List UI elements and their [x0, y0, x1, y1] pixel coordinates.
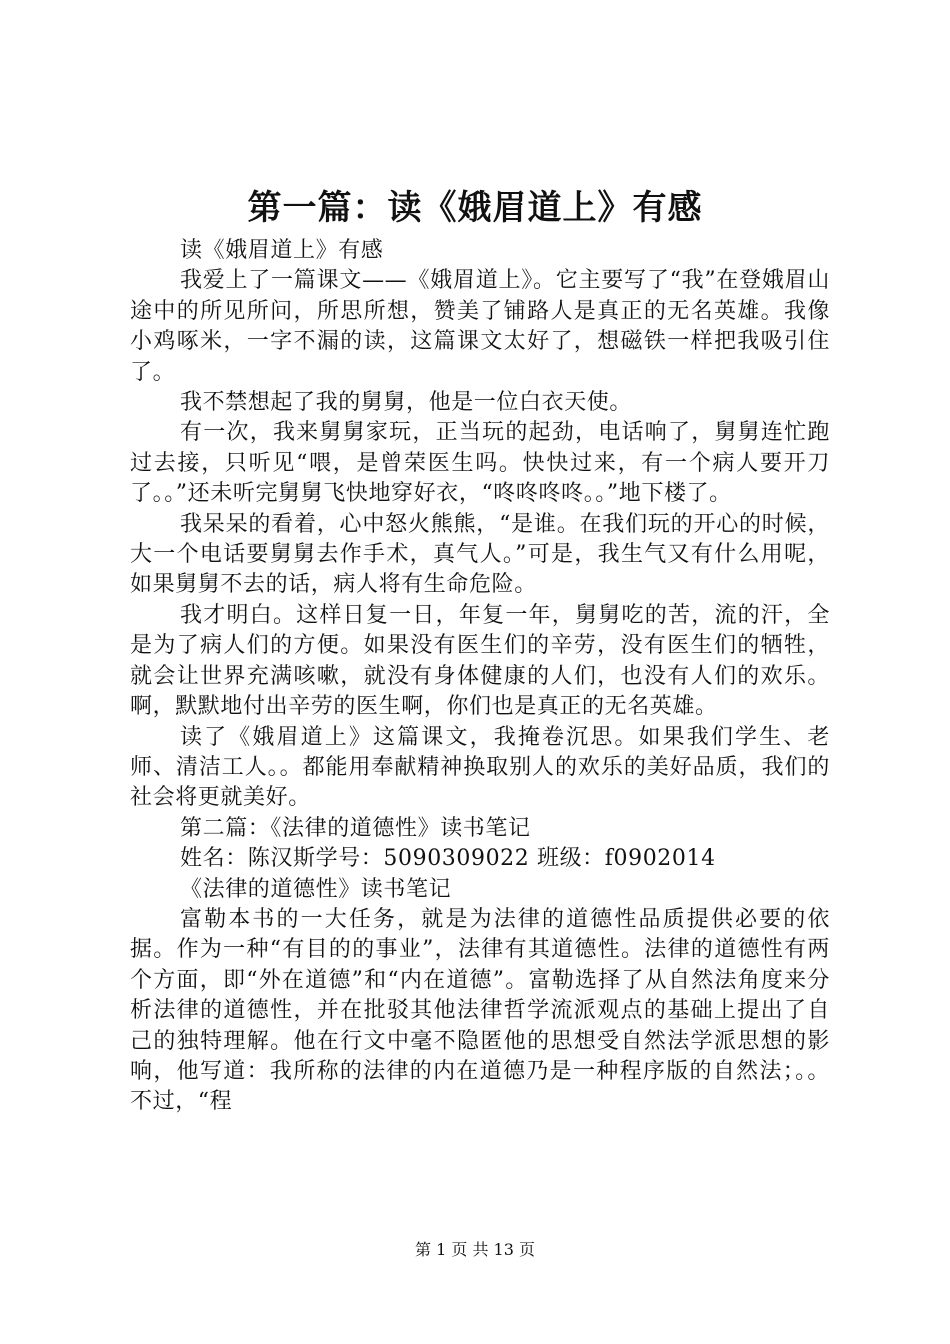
paragraph: 读了《娥眉道上》这篇课文，我掩卷沉思。如果我们学生、老师、清洁工人。。都能用奉献精神换取别人的欢乐的美好品质，我们的社会将更就美好。: [130, 724, 830, 811]
document-title: 第一篇：读《娥眉道上》有感: [247, 188, 703, 228]
document-body: [130, 236, 830, 1118]
paragraph: 我才明白。这样日复一日，年复一年，舅舅吃的苦，流的汗，全是为了病人们的方便。如果没有医生们的辛劳，没有医生们的牺牲，就会让世界充满咳嗽，就没有身体健康的人们，也没有人们的欢乐。啊，默默地付出辛劳的医生啊，你们也是真正的无名英雄。: [130, 602, 830, 720]
paragraph: 富勒本书的一大任务，就是为法律的道德性品质提供必要的依据。作为一种“有目的的事业”，法律有其道德性。法律的道德性有两个方面，即“外在道德”和“内在道德”。富勒选择了从自然法角度来分析法律的道德性，并在批驳其他法律哲学流派观点的基础上提出了自己的独特理解。他在行文中毫不隐匿他的思想受自然法学派思想的影响，他写道：我所称的法律的内在道德乃是一种程序版的自然法；。。不过，“程: [130, 906, 830, 1115]
author-info: 姓名：陈汉斯学号：5090309022 班级：f0902014: [180, 846, 716, 872]
paragraph-subtitle: 读《娥眉道上》有感: [180, 238, 384, 263]
paragraph: 有一次，我来舅舅家玩，正当玩的起劲，电话响了，舅舅连忙跑过去接，只听见“喂，是曾荣医生吗。快快过来，有一个病人要开刀了。。”还未听完舅舅飞快地穿好衣，“咚咚咚咚。。”地下楼了。: [130, 420, 830, 507]
paragraph: 我爱上了一篇课文——《娥眉道上》。它主要写了“我”在登娥眉山途中的所见所问，所思所想，赞美了铺路人是真正的无名英雄。我像小鸡啄米，一字不漏的读，这篇课文太好了，想磁铁一样把我吸引住了。: [130, 268, 830, 385]
paragraph: 我不禁想起了我的舅舅，他是一位白衣天使。: [180, 390, 633, 416]
page-number-footer: 第 1 页 共 13 页: [415, 1240, 535, 1259]
section-heading: 第二篇：《法律的道德性》读书笔记: [180, 815, 531, 841]
section-subtitle: 《法律的道德性》读书笔记: [180, 876, 452, 902]
paragraph: 我呆呆的看着，心中怒火熊熊，“是谁。在我们玩的开心的时候，大一个电话要舅舅去作手术，真气人。”可是，我生气又有什么用呢，如果舅舅不去的话，病人将有生命危险。: [130, 511, 830, 598]
